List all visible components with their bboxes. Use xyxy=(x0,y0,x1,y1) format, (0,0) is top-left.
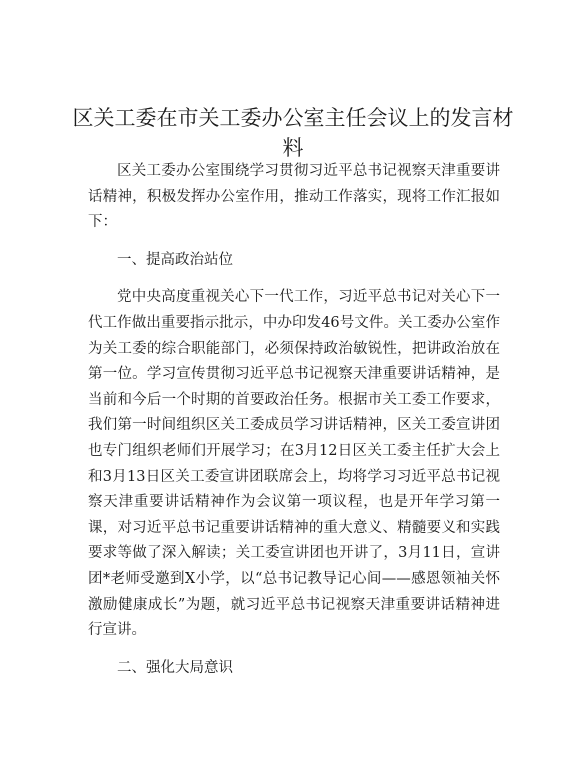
document-body xyxy=(88,159,500,681)
section-1-paragraph: 党中央高度重视关心下一代工作，习近平总书记对关心下一代工作做出重要指示批示，中办印发46号文件。关工委办公室作为关工委的综合职能部门，必须保持政治敏锐性，把讲政治放在第一位。学习宣传贯彻习近平总书记视察天津重要讲话精神，是当前和今后一个时期的首要政治任务。根据市关工委工作要求，我们第一时间组织区关工委成员学习讲话精神，区关工委宣讲团也专门组织老师们开展学习；在3月12日区关工委主任扩大会上和3月13日区关工委宣讲团联席会上，均将学习习近平总书记视察天津重要讲话精神作为会议第一项议程，也是开年学习第一课，对习近平总书记重要讲话精神的重大意义、精髓要义和实践要求等做了深入解读；关工委宣讲团也开讲了，3月11日，宣讲团*老师受邀到X小学，以“总书记教导记心间——感恩领袖关怀激励健康成长”为题，就习近平总书记视察天津重要讲话精神进行宣讲。 xyxy=(88,289,500,639)
section-heading-1: 一、提高政治站位 xyxy=(117,251,233,268)
intro-paragraph: 区关工委办公室围绕学习贯彻习近平总书记视察天津重要讲话精神，积极发挥办公室作用，推动工作落实，现将工作汇报如下： xyxy=(88,163,500,231)
section-heading-2: 二、强化大局意识 xyxy=(117,659,233,676)
document-title: 区关工委在市关工委办公室主任会议上的发言材料 xyxy=(72,106,514,160)
